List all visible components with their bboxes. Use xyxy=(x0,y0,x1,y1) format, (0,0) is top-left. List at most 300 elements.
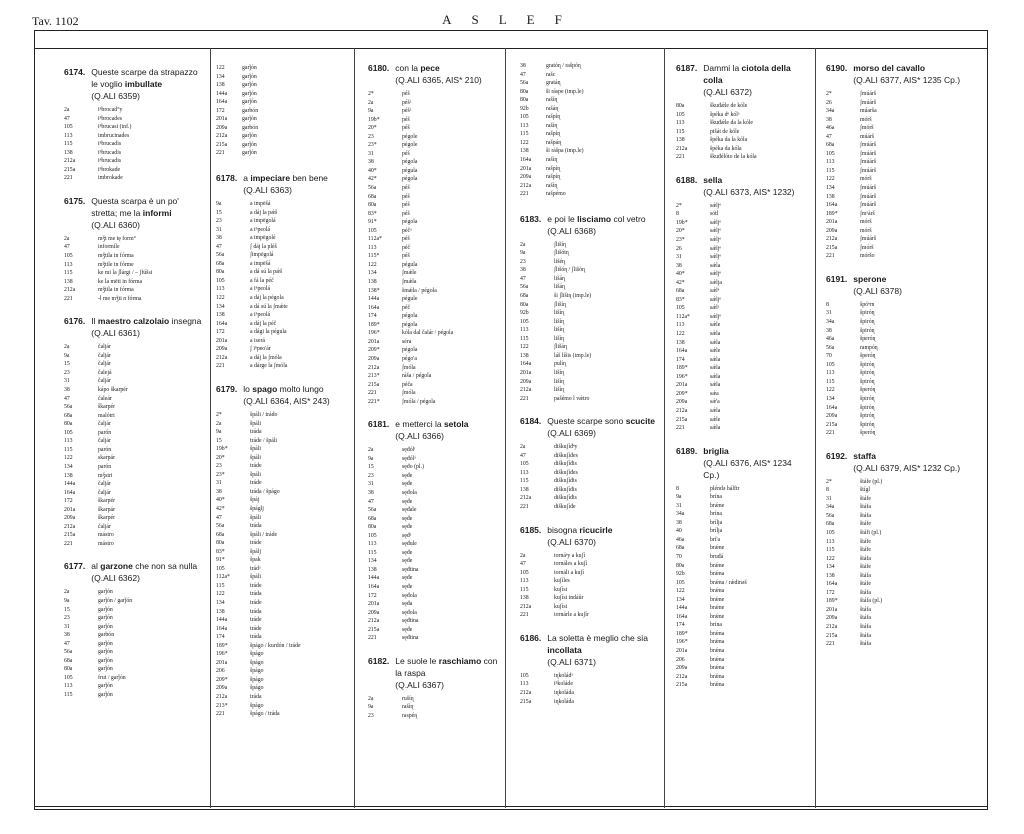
location-code: 209a xyxy=(520,174,532,181)
entry-row xyxy=(64,531,204,540)
entry-row xyxy=(676,262,810,271)
location-code: 172 xyxy=(826,589,835,596)
entry-number: 6186. xyxy=(520,632,542,643)
location-code: 23 xyxy=(368,133,374,140)
dialect-form: péš xyxy=(402,91,410,97)
location-code: 215a xyxy=(826,421,838,428)
location-code: 112a* xyxy=(676,313,690,320)
location-code: 31 xyxy=(216,480,222,487)
entry-row xyxy=(368,549,500,558)
location-code: 144a xyxy=(368,296,380,303)
entry-heading xyxy=(216,172,348,196)
location-code: 215a xyxy=(826,632,838,639)
entry-rows xyxy=(64,343,204,548)
location-code: 134 xyxy=(826,395,835,402)
location-code: 138 xyxy=(216,608,225,615)
location-code: 164a xyxy=(826,404,838,411)
entry-number: 6174. xyxy=(64,67,86,77)
dialect-form: ʃmǽla xyxy=(402,279,417,286)
entry-row xyxy=(520,395,660,404)
dialect-form: tráda xyxy=(250,608,262,615)
dialect-form: péš xyxy=(402,150,410,157)
entry-prompt xyxy=(91,315,201,339)
entry-number: 6192. xyxy=(826,450,848,461)
location-code: 212a xyxy=(676,145,688,152)
entry-row xyxy=(520,318,660,327)
location-code: 46a xyxy=(676,536,685,543)
entry-row xyxy=(216,337,348,346)
location-code: 80a xyxy=(676,103,685,109)
location-code: 34a xyxy=(676,511,685,518)
location-code: 115 xyxy=(520,478,529,485)
entry-row xyxy=(520,560,660,569)
location-code: 164a xyxy=(216,99,228,106)
entry-row xyxy=(826,352,966,361)
location-code: 138 xyxy=(520,486,529,493)
entry-row xyxy=(64,360,204,369)
location-code: 31 xyxy=(676,502,682,509)
dialect-form: a impēšá xyxy=(250,260,271,267)
location-code: 144a xyxy=(216,90,228,97)
location-code: 68a xyxy=(676,545,685,552)
dialect-form: tornáᵉy a kuʃí xyxy=(554,552,586,559)
entry-row xyxy=(676,330,810,339)
dialect-form: garǰón xyxy=(98,683,113,690)
location-code: 209a xyxy=(216,685,228,692)
location-code: 38 xyxy=(368,159,374,166)
dialect-form: mórš xyxy=(860,176,872,183)
entry-row xyxy=(520,147,660,156)
entry-row xyxy=(368,600,500,609)
entry-rows xyxy=(826,301,966,438)
entry-row xyxy=(368,346,500,355)
dialect-form: tráde / špáli xyxy=(250,437,278,444)
location-code: 201a xyxy=(676,647,688,654)
entry-row xyxy=(64,377,204,386)
dialect-form: diškuʃíđe xyxy=(554,503,576,510)
dialect-form: pégola xyxy=(402,176,418,183)
entry-number: 6191. xyxy=(826,273,848,284)
dialect-form: a iⁿpeolá xyxy=(250,286,271,293)
entry-row xyxy=(826,555,966,564)
location-code: 113 xyxy=(520,578,529,585)
entry-row xyxy=(216,98,348,107)
location-code: 122 xyxy=(826,387,835,394)
dialect-form: ʃ iⁿpeo'ár xyxy=(250,346,271,353)
location-code: 134 xyxy=(368,558,377,565)
entry-row xyxy=(216,462,348,471)
entry-row xyxy=(676,245,810,254)
entry-row xyxy=(216,437,348,446)
entry-row xyxy=(520,672,660,681)
dialect-form: garǰón xyxy=(98,623,113,630)
dialect-form: ʃmúárš xyxy=(860,236,877,243)
location-code: 105 xyxy=(676,579,685,586)
dialect-form: štáfe xyxy=(860,521,871,528)
entry-row xyxy=(676,664,810,673)
dialect-form: štáfa xyxy=(860,555,871,562)
location-code: 2a xyxy=(368,695,374,702)
dialect-form: garǰón xyxy=(242,73,257,80)
location-code: 8 xyxy=(826,487,829,494)
location-code: 68a xyxy=(64,657,73,664)
location-code: 172 xyxy=(64,498,73,505)
dialect-form: pégo'a xyxy=(402,355,417,362)
entry-row xyxy=(826,640,966,649)
location-code: 122 xyxy=(520,139,529,146)
dialect-form: garǰón xyxy=(98,615,113,622)
entry-heading xyxy=(826,273,966,297)
location-code: 122 xyxy=(64,455,73,462)
dialect-form: sǽljᵉ xyxy=(710,219,721,226)
dialect-form: sęđale xyxy=(402,507,417,514)
entry-row xyxy=(216,149,348,158)
entry-row xyxy=(64,343,204,352)
dialect-form: tráde xyxy=(250,617,262,624)
entry-sentence xyxy=(853,273,902,285)
entry-row xyxy=(676,553,810,562)
location-code: 221 xyxy=(676,425,685,432)
location-code: 201a xyxy=(216,659,228,666)
location-code: 105 xyxy=(826,150,835,157)
dialect-form: špágo xyxy=(250,659,264,666)
entry-row xyxy=(368,167,500,176)
entry-row xyxy=(676,321,810,330)
location-code: 164a xyxy=(520,157,532,164)
target-word: scucite xyxy=(625,416,656,427)
dialect-form: špáli / tráde xyxy=(250,531,278,538)
entry-row xyxy=(520,460,660,469)
dialect-form: sęđo (pl.) xyxy=(402,464,424,471)
entry-row xyxy=(64,429,204,438)
entry-section xyxy=(368,418,500,643)
target-word: sella xyxy=(703,174,723,185)
entry-row xyxy=(826,184,966,193)
dialect-form: špáli xyxy=(250,454,261,461)
questionnaire-reference: (Q.ALI 6370) xyxy=(547,536,596,547)
entry-row xyxy=(216,90,348,99)
location-code: 115 xyxy=(64,446,73,453)
entry-row xyxy=(64,386,204,395)
dialect-form: špóᵉrn xyxy=(860,301,875,308)
location-code: 138 xyxy=(520,352,529,359)
entry-sentence xyxy=(395,62,481,74)
dialect-form: péčᵃ xyxy=(402,227,412,234)
location-code: 189* xyxy=(368,321,380,328)
dialect-form: čaljár xyxy=(98,361,111,368)
dialect-form: sęđe xyxy=(402,515,413,522)
location-code: 144a xyxy=(216,617,228,624)
dialect-form: lišíɳ xyxy=(554,369,564,376)
dialect-form: rašpíɳ xyxy=(546,114,561,121)
entry-row xyxy=(676,638,810,647)
location-code: 31 xyxy=(368,481,374,488)
location-code: 174 xyxy=(676,622,685,629)
location-code: 122 xyxy=(368,261,377,268)
dialect-form: péš xyxy=(402,185,410,192)
prompt-text: a xyxy=(243,173,251,184)
location-code: 115 xyxy=(826,167,835,174)
dialect-form: parón xyxy=(98,463,112,470)
dialect-form: a dá sú la pǽš xyxy=(250,269,283,276)
location-code: 2* xyxy=(826,91,832,97)
location-code: 215a xyxy=(64,532,76,539)
target-word: informi xyxy=(142,207,172,218)
dialect-form: iⁿkoláde xyxy=(554,681,573,688)
target-word: sperone xyxy=(853,273,887,284)
dialect-form: sęđe xyxy=(402,472,413,479)
location-code: 115 xyxy=(826,547,835,554)
entry-row xyxy=(520,689,660,698)
dialect-form: čaljár xyxy=(98,481,111,488)
location-code: 105 xyxy=(676,305,685,312)
dialect-form: brína xyxy=(710,494,722,501)
dialect-form: špálj xyxy=(250,548,261,555)
dialect-form: ʃ dáj la pléš xyxy=(250,243,277,250)
dialect-form: rampóɳ xyxy=(860,344,878,351)
entry-row xyxy=(368,372,500,381)
dialect-form: sǽla xyxy=(710,331,721,338)
dialect-form: ʃlišíɳ xyxy=(554,241,566,248)
entry-rows xyxy=(826,478,966,649)
entry-row xyxy=(368,295,500,304)
entry-row xyxy=(520,190,660,199)
dialect-form: sęđtina xyxy=(402,635,419,642)
entry-row xyxy=(520,378,660,387)
location-code: 113 xyxy=(64,683,73,690)
entry-row xyxy=(216,115,348,124)
entry-row xyxy=(368,446,500,455)
location-code: 2* xyxy=(368,91,374,97)
dialect-form: špágo xyxy=(250,651,264,658)
location-code: 20* xyxy=(676,228,685,235)
location-code: 212a xyxy=(826,623,838,630)
entry-prompt xyxy=(547,632,660,668)
dialect-form: diškuʃíđis xyxy=(554,495,577,502)
entry-row xyxy=(64,640,204,649)
location-code: 23* xyxy=(216,471,225,478)
location-code: 80a xyxy=(520,301,529,308)
entry-number: 6187. xyxy=(676,63,698,73)
location-code: 38 xyxy=(520,267,526,274)
location-code: 212a xyxy=(216,354,228,361)
entry-row xyxy=(216,209,348,218)
entry-row xyxy=(826,99,966,108)
dialect-form: péš xyxy=(402,236,410,243)
location-code: 105 xyxy=(368,532,377,539)
location-code: 105 xyxy=(520,461,529,468)
location-code: 2* xyxy=(826,478,832,485)
entry-row xyxy=(520,486,660,495)
location-code: 122 xyxy=(676,331,685,338)
location-code: 9a xyxy=(216,429,222,436)
entry-row xyxy=(368,338,500,347)
prompt-text: Dammi la xyxy=(703,63,742,73)
entry-row xyxy=(368,90,500,99)
location-code: 105 xyxy=(520,672,529,679)
location-code: 105 xyxy=(368,227,377,234)
target-word: pece xyxy=(420,63,440,73)
dialect-form: škuđǽle de kóle xyxy=(710,103,748,109)
dialect-form: ʃimpēgolá xyxy=(250,252,274,259)
entry-row xyxy=(520,130,660,139)
dialect-form: špáli xyxy=(250,574,261,581)
entry-row xyxy=(216,251,348,260)
entry-row xyxy=(676,364,810,373)
location-code: 2a xyxy=(520,241,526,248)
location-code: 122 xyxy=(676,588,685,595)
dialect-form: škuđélóto de la kóla xyxy=(710,154,757,161)
location-code: 70 xyxy=(826,353,832,360)
location-code: 105 xyxy=(826,529,835,536)
dialect-form: špiróɳ xyxy=(860,319,875,326)
entry-row xyxy=(520,577,660,586)
location-code: 56a xyxy=(368,507,377,514)
location-code: 209* xyxy=(676,390,688,397)
dialect-form: brǽna xyxy=(710,665,725,672)
entry-sentence xyxy=(547,415,655,427)
entry-row xyxy=(216,268,348,277)
prompt-text: La soletta è meglio che sia xyxy=(547,632,648,643)
entry-row xyxy=(368,398,500,407)
entry-section xyxy=(676,62,810,162)
entry-row xyxy=(64,623,204,632)
dialect-form: škarpér xyxy=(98,515,116,522)
entry-heading xyxy=(368,655,500,691)
dialect-form: péšᵃ xyxy=(402,99,412,106)
entry-sentence xyxy=(547,213,645,225)
dialect-form: rašíɳ xyxy=(546,97,558,104)
entry-sentence xyxy=(243,172,328,184)
entry-row xyxy=(676,339,810,348)
dialect-form: diškuʃíđis xyxy=(554,486,577,493)
entry-row xyxy=(826,175,966,184)
prompt-text: al xyxy=(91,561,101,572)
location-code: 38 xyxy=(826,327,832,334)
entry-sentence xyxy=(91,560,197,572)
dialect-form: tráda xyxy=(250,523,262,530)
entry-row xyxy=(368,364,500,373)
dialect-form: ʃmúárš xyxy=(860,142,877,149)
dialect-form: špágo xyxy=(250,676,264,683)
dialect-form: brí'a xyxy=(710,536,721,543)
dialect-form: mórš xyxy=(860,116,872,123)
dialect-form: skarpár xyxy=(98,455,116,462)
location-code: 201a xyxy=(64,506,76,513)
dialect-form: tráda xyxy=(250,429,262,436)
location-code: 144a xyxy=(676,605,688,612)
entry-row xyxy=(520,275,660,284)
location-code: 134 xyxy=(64,463,73,470)
entry-row xyxy=(216,599,348,608)
location-code: 31 xyxy=(826,310,832,317)
dialect-form: parón xyxy=(98,446,112,453)
entry-prompt xyxy=(91,195,204,231)
entry-row xyxy=(368,712,500,721)
prompt-text: col vetro xyxy=(611,213,646,224)
entry-row xyxy=(64,106,204,115)
dialect-form: lišíɳ xyxy=(554,310,564,317)
location-code: 9a xyxy=(676,494,682,501)
location-code: 2a xyxy=(520,552,526,559)
location-code: 215a xyxy=(520,698,532,705)
location-code: 47 xyxy=(520,275,526,282)
location-code: 215a xyxy=(676,416,688,423)
questionnaire-reference: (Q.ALI 6377, AIS* 1235 Cp.) xyxy=(853,75,961,85)
entry-heading xyxy=(520,632,660,668)
entry-row xyxy=(826,614,966,623)
entry-row xyxy=(826,218,966,227)
dialect-form: sęđola xyxy=(402,609,417,616)
dialect-form: štáfe xyxy=(860,538,871,545)
entry-row xyxy=(676,544,810,553)
entry-row xyxy=(676,381,810,390)
location-code: 221 xyxy=(520,395,529,402)
dialect-form: sęđule xyxy=(402,541,417,548)
dialect-form: šperóɳ xyxy=(860,336,876,343)
entry-row xyxy=(64,514,204,523)
location-code: 23 xyxy=(216,463,222,470)
location-code: 209* xyxy=(216,676,228,683)
target-word: ricucirle xyxy=(579,524,613,535)
dialect-form: diškuʃíđis xyxy=(554,478,577,485)
dialect-form: špiróɳ xyxy=(860,361,875,368)
entry-row xyxy=(64,463,204,472)
entry-row xyxy=(368,244,500,253)
entry-row xyxy=(64,235,204,244)
entry-row xyxy=(216,616,348,625)
entry-row xyxy=(64,157,204,166)
entry-row xyxy=(368,532,500,541)
location-code: 209a xyxy=(368,355,380,362)
dialect-form: ʃmóla / pégola xyxy=(402,398,436,405)
dialect-form: mǯtile in fórme xyxy=(98,261,134,268)
entry-row xyxy=(64,286,204,295)
entry-section xyxy=(520,415,660,511)
location-code: 215a xyxy=(64,166,76,173)
questionnaire-reference: (Q.ALI 6360) xyxy=(91,219,140,230)
dialect-form: pégola xyxy=(402,347,418,354)
column-5 xyxy=(676,62,810,702)
dialect-form: péč xyxy=(402,304,411,311)
entry-row xyxy=(676,398,810,407)
dialect-form: pégola xyxy=(402,219,418,226)
dialect-form: iⁿbrocad°y xyxy=(98,107,123,113)
dialect-form: bruđá xyxy=(710,553,724,560)
entry-row xyxy=(826,538,966,547)
location-code: 201a xyxy=(826,606,838,613)
entry-section xyxy=(64,195,204,303)
location-code: 56a xyxy=(216,523,225,530)
dialect-form: a impēšá xyxy=(250,201,271,208)
entry-row xyxy=(368,175,500,184)
entry-prompt xyxy=(853,273,902,297)
location-code: 47 xyxy=(64,640,70,647)
column-1 xyxy=(64,66,204,712)
location-code: 215a xyxy=(676,682,688,689)
entry-row xyxy=(520,386,660,395)
dialect-form: brǽne xyxy=(710,596,725,603)
dialect-form: pléndə hálftr xyxy=(710,485,740,492)
location-code: 56a xyxy=(520,80,529,87)
entry-row xyxy=(826,572,966,581)
entry-row xyxy=(676,313,810,322)
entry-rows xyxy=(216,411,348,719)
location-code: 112a* xyxy=(216,574,230,581)
dialect-form: brǽna xyxy=(710,630,725,637)
column-6 xyxy=(826,62,966,661)
dialect-form: kuʃíles xyxy=(554,578,570,585)
